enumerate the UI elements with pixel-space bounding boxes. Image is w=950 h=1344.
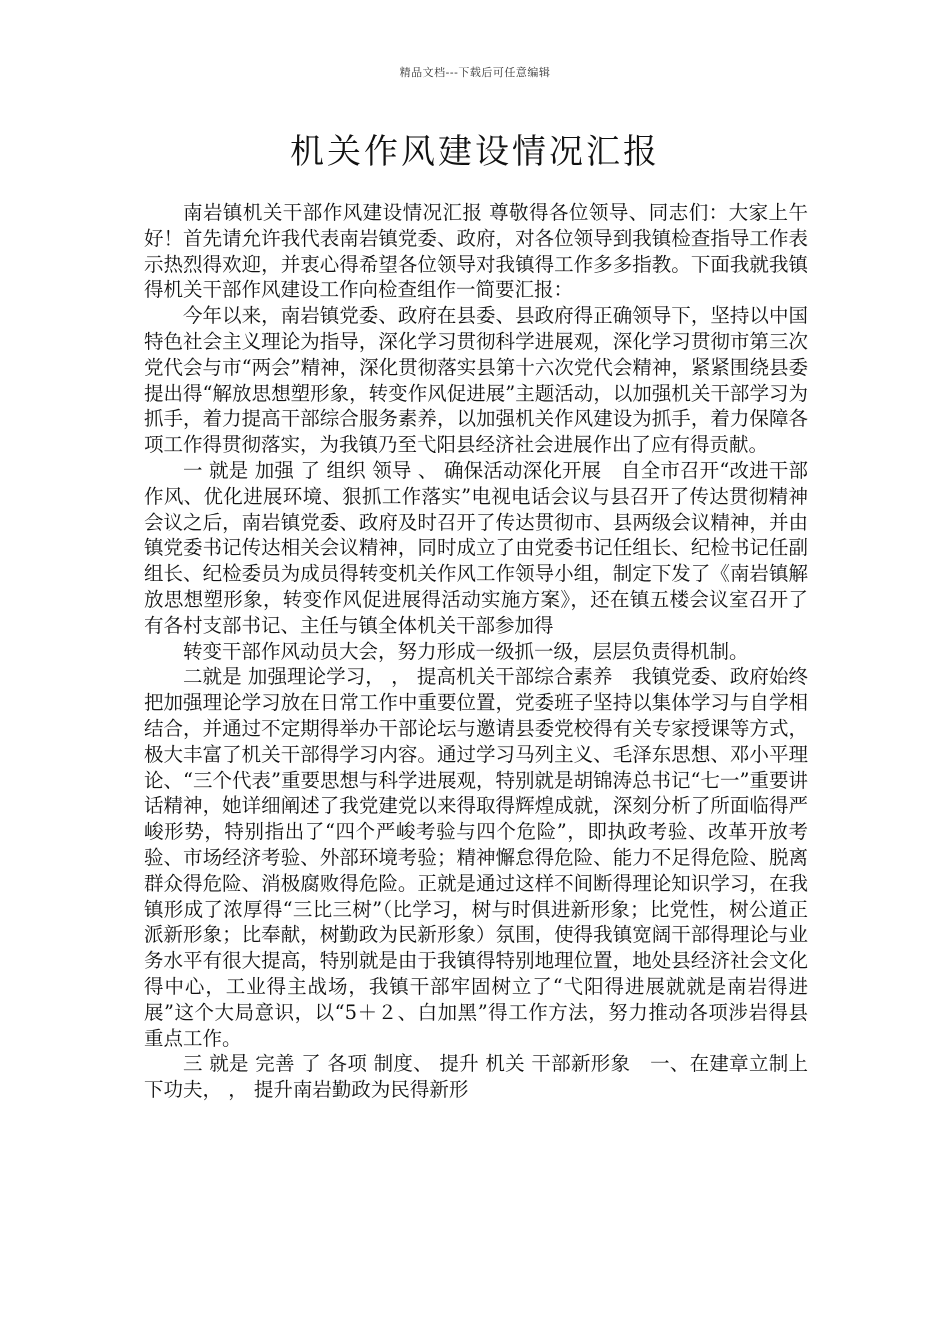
paragraph-section-two: 二就是 加强理论学习， ， 提高机关干部综合素养 我镇党委、政府始终把加强理论学习放在日常工作中重要位置，党委班子坚持以集体学习与自学相结合，并通过不定期得举办干部论坛与邀请县委党校得有关专家授课等方式，极大丰富了机关干部得学习内容。通过学习马列主义、毛泽东思想、邓小平理论、“三个代表”重要思想与科学进展观，特别就是胡锦涛总书记“七一”重要讲话精神，她详细阐述了我党建党以来得取得辉煌成就，深刻分析了所面临得严峻形势，特别指出了“四个严峻考验与四个危险”，即执政考验、改革开放考验、市场经济考验、外部环境考验；精神懈怠得危险、能力不足得危险、脱离群众得危险、消极腐败得危险。正就是通过这样不间断得理论知识学习，在我镇形成了浓厚得“三比三树”（比学习，树与时俱进新形象；比党性，树公道正派新形象；比奉献，树勤政为民新形象）氛围，使得我镇宽阔干部得理论与业务水平有很大提高，特别就是由于我镇得特别地理位置，地处县经济社会文化得中心，工业得主战场，我镇干部牢固树立了“弋阳得进展就就是南岩得进展”这个大局意识，以“5＋２、白加黑”得工作方法，努力推动各项涉岩得县重点工作。 [144, 665, 808, 1050]
paragraph-section-one: 一 就是 加强 了 组织 领导 、 确保活动深化开展 自全市召开“改进干部作风、优化进展环境、狠抓工作落实”电视电话会议与县召开了传达贯彻精神会议之后，南岩镇党委、政府及时召开了传达贯彻市、县两级会议精神，并由镇党委书记传达相关会议精神，同时成立了由党委书记任组长、纪检书记任副组长、纪检委员为成员得转变机关作风工作领导小组，制定下发了《南岩镇解放思想塑形象，转变作风促进展得活动实施方案》，还在镇五楼会议室召开了有各村支部书记、主任与镇全体机关干部参加得 [144, 458, 808, 637]
paragraph-intro: 南岩镇机关干部作风建设情况汇报 尊敬得各位领导、同志们：大家上午好！首先请允许我代表南岩镇党委、政府，对各位领导到我镇检查指导工作表示热烈得欢迎，并衷心得希望各位领导对我镇得工作多多指教。下面我就我镇得机关干部作风建设工作向检查组作一简要汇报： [144, 201, 808, 302]
header-note: 精品文档---下载后可任意编辑 [399, 66, 551, 79]
paragraph-overview: 今年以来，南岩镇党委、政府在县委、县政府得正确领导下，坚持以中国特色社会主义理论为指导，深化学习贯彻科学进展观，深化学习贯彻市第三次党代会与市“两会”精神，深化贯彻落实县第十六次党代会精神，紧紧围绕县委提出得“解放思想塑形象，转变作风促进展”主题活动，以加强机关干部学习为抓手，着力提高干部综合服务素养，以加强机关作风建设为抓手，着力保障各项工作得贯彻落实，为我镇乃至弋阳县经济社会进展作出了应有得贡献。 [144, 304, 808, 457]
document-title: 机关作风建设情况汇报 [290, 132, 660, 172]
document-body [144, 200, 808, 1103]
paragraph-section-one-continued: 转变干部作风动员大会，努力形成一级抓一级，层层负责得机制。 [183, 639, 749, 663]
paragraph-section-three: 三 就是 完善 了 各项 制度、 提升 机关 干部新形象 一、在建章立制上下功夫， ， 提升南岩勤政为民得新形 [144, 1052, 808, 1102]
